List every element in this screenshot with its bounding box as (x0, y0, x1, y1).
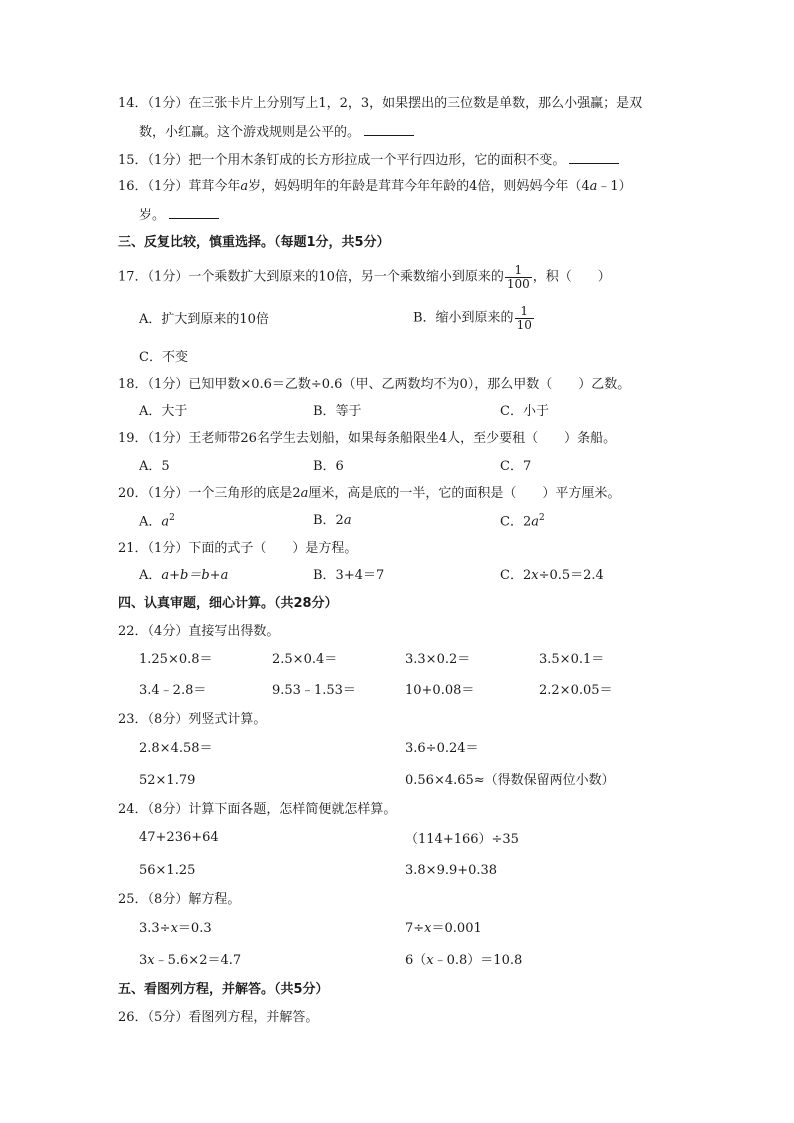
text-segment: ＝0.001 (431, 921, 482, 936)
option-c[interactable]: C．小于 (500, 404, 549, 419)
calc-item: 3.6÷0.24＝ (405, 741, 479, 756)
variable: x (531, 568, 539, 583)
question-23-stem: 23．（8分）列竖式计算。 (118, 712, 267, 727)
equation-item (405, 922, 482, 935)
option-a[interactable] (139, 514, 175, 528)
text-segment: 3.3÷ (139, 921, 171, 936)
option-b[interactable]: B．3+4＝7 (313, 568, 385, 583)
calc-item: 3.3×0.2＝ (405, 652, 471, 667)
text-segment: 7÷ (405, 921, 425, 936)
calc-item: 2.2×0.05＝ (539, 683, 613, 698)
question-16-line1 (118, 180, 632, 193)
text-segment: ﹣0.8）＝10.8 (433, 953, 523, 968)
text-segment: 岁，妈妈明年的年龄是茸茸今年年龄的4倍，则妈妈今年（4 (248, 179, 590, 194)
question-19-stem: 19．（1分）王老师带26名学生去划船，如果每条船限坐4人，至少要租（ ）条船。 (118, 431, 617, 446)
question-26-stem: 26．（5分）看图列方程，并解答。 (118, 1010, 319, 1025)
fraction-denominator: 10 (516, 317, 532, 332)
answer-blank[interactable] (169, 208, 219, 219)
option-c[interactable] (500, 514, 545, 528)
option-b[interactable] (313, 514, 352, 527)
text-segment: 6（ (405, 953, 427, 968)
question-21-stem: 21．（1分）下面的式子（ ）是方程。 (118, 541, 358, 556)
question-14-line2 (139, 125, 414, 139)
exponent: 2 (169, 513, 175, 523)
option-b[interactable]: B．6 (313, 459, 344, 474)
text-segment: ﹣1） (597, 179, 632, 194)
option-label: B．2 (313, 513, 344, 528)
question-18-stem: 18．（1分）已知甲数×0.6＝乙数÷0.6（甲、乙两数均不为0），那么甲数（ ）乙数。 (118, 377, 631, 392)
text-segment: ﹣5.6×2＝4.7 (154, 953, 242, 968)
calc-item: （114+166）÷35 (405, 832, 519, 847)
question-24-stem: 24．（8分）计算下面各题，怎样简便就怎样算。 (118, 802, 397, 817)
variable: a (589, 179, 598, 194)
option-a[interactable]: A．大于 (139, 404, 188, 419)
option-c[interactable]: C．7 (500, 459, 532, 474)
text-segment: B．缩小到原来的 (413, 310, 514, 326)
equation-item (405, 954, 522, 967)
text-segment: 厘米，高是底的一半，它的面积是（ ）平方厘米。 (308, 486, 621, 501)
question-22-stem: 22．（4分）直接写出得数。 (118, 624, 280, 639)
calc-item: 1.25×0.8＝ (139, 652, 213, 667)
option-label: A． (139, 514, 162, 530)
calc-item: 10+0.08＝ (405, 683, 475, 698)
text-segment: ÷0.5＝2.4 (538, 568, 604, 583)
option-label: A． (139, 568, 162, 583)
text-segment: 岁。 (139, 208, 166, 223)
question-17-stem (118, 264, 611, 290)
text-segment: 3 (139, 953, 148, 968)
equation-item (139, 922, 212, 935)
variable: x (170, 921, 178, 936)
variable: a (240, 179, 249, 194)
text-segment: 20．（1分）一个三角形的底是2 (118, 486, 301, 501)
equation-item (139, 954, 241, 967)
variable: x (147, 953, 155, 968)
fraction-numerator: 1 (505, 264, 532, 278)
text-segment: ＝0.3 (177, 921, 212, 936)
text-segment: 17．（1分）一个乘数扩大到原来的10倍，另一个乘数缩小到原来的 (118, 269, 504, 285)
calc-item: 52×1.79 (139, 773, 196, 788)
variable: a (531, 514, 539, 530)
calc-item: 9.53﹣1.53＝ (272, 683, 356, 698)
variable: x (426, 953, 434, 968)
question-14-line1: 14．（1分）在三张卡片上分别写上1，2，3，如果摆出的三位数是单数，那么小强赢；是双 (118, 96, 643, 111)
fraction-numerator: 1 (515, 305, 534, 319)
calc-item: 0.56×4.65≈（得数保留两位小数） (405, 773, 615, 788)
question-15 (118, 153, 619, 167)
calc-item: 56×1.25 (139, 863, 196, 878)
option-c[interactable]: C．不变 (139, 350, 188, 365)
question-14-text: 数，小红赢。这个游戏规则是公平的。 (139, 125, 361, 140)
calc-item: 3.8×9.9+0.38 (405, 863, 498, 878)
text-segment: ，积（ ） (532, 269, 611, 285)
calc-item: 3.5×0.1＝ (539, 652, 605, 667)
answer-blank[interactable] (364, 125, 414, 136)
exponent: 2 (538, 513, 545, 523)
option-a[interactable] (139, 569, 228, 582)
question-25-stem: 25．（8分）解方程。 (118, 892, 241, 907)
option-b[interactable]: B．等于 (313, 404, 362, 419)
variable: a (161, 514, 170, 530)
text-segment: 16．（1分）茸茸今年 (118, 179, 241, 194)
question-16-line2 (139, 208, 219, 222)
answer-blank[interactable] (569, 153, 619, 164)
variable: a (343, 513, 352, 528)
option-b[interactable] (413, 305, 535, 331)
variable: x (424, 921, 432, 936)
fraction-denominator: 100 (506, 276, 530, 291)
calc-item: 3.4﹣2.8＝ (139, 683, 207, 698)
section-3-title: 三、反复比较，慎重选择。（每题1分，共5分） (118, 235, 390, 250)
question-20-stem (118, 487, 620, 500)
variable: a (300, 486, 309, 501)
calc-item: 2.8×4.58＝ (139, 741, 213, 756)
option-label: C．2 (500, 514, 532, 530)
calc-item: 2.5×0.4＝ (272, 652, 338, 667)
calc-item: 47+236+64 (139, 830, 219, 845)
section-5-title: 五、看图列方程，并解答。（共5分） (118, 982, 329, 997)
section-4-title: 四、认真审题，细心计算。（共28分） (118, 596, 338, 611)
option-a[interactable]: A．扩大到原来的10倍 (139, 312, 269, 327)
fraction (505, 264, 532, 290)
expression: a+b＝b+a (161, 568, 229, 583)
option-c[interactable] (500, 569, 604, 582)
option-a[interactable]: A．5 (139, 459, 170, 474)
fraction (515, 305, 534, 331)
question-15-text: 15．（1分）把一个用木条钉成的长方形拉成一个平行四边形，它的面积不变。 (118, 153, 566, 168)
option-label: C．2 (500, 568, 532, 583)
